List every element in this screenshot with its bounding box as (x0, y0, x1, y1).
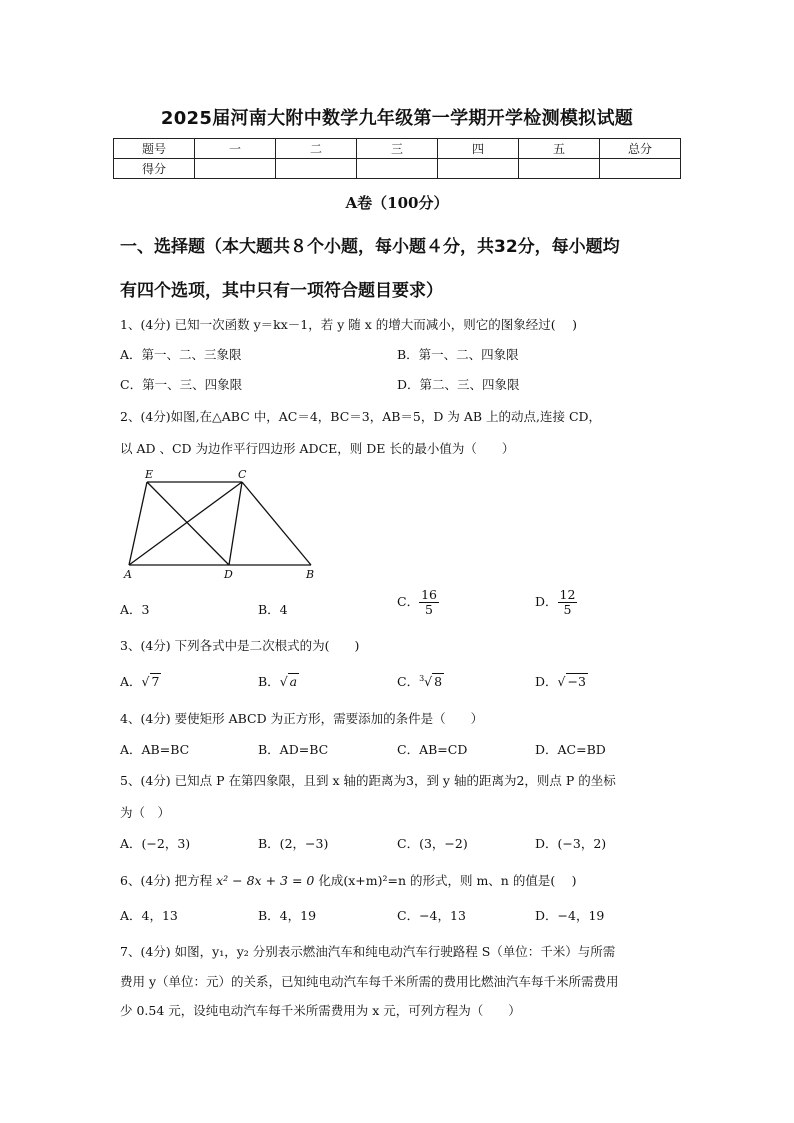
segment-ed (147, 482, 229, 565)
score-header-cell: 一 (195, 139, 276, 159)
q3-option-b-label: B． (258, 674, 280, 689)
q5-option-a[interactable]: A．(−2，3) (120, 836, 191, 851)
q2-option-c[interactable] (397, 588, 439, 617)
q2-option-d[interactable] (535, 588, 577, 617)
score-cell[interactable] (519, 159, 600, 179)
label-b: B (306, 568, 315, 581)
q2-option-a[interactable]: A．3 (120, 602, 150, 617)
label-d: D (224, 568, 233, 581)
question-6-text (120, 871, 690, 889)
question-2-line2: 以 AD 、CD 为边作平行四边形 ADCE，则 DE 长的最小值为（ ） (120, 441, 515, 456)
score-table (113, 138, 681, 179)
fraction-numerator: 16 (421, 587, 437, 602)
q1-option-b[interactable]: B．第一、二、四象限 (397, 347, 519, 362)
q1-option-a[interactable]: A．第一、二、三象限 (120, 347, 242, 362)
score-header-cell: 五 (519, 139, 600, 159)
score-header-cell: 题号 (114, 139, 195, 159)
q4-option-d[interactable]: D．AC=BD (535, 742, 606, 757)
q6-suffix: 化成(x+m)²=n 的形式，则 m、n 的值是( ) (318, 873, 577, 888)
sqrt-expression: √ 7 (141, 674, 160, 689)
q5-option-d[interactable]: D．(−3，2) (535, 836, 607, 851)
score-header-cell: 四 (438, 139, 519, 159)
label-c: C (238, 468, 247, 481)
q3-option-c-label: C． (397, 674, 420, 689)
q3-option-b[interactable] (258, 672, 299, 690)
q4-option-a[interactable]: A．AB=BC (120, 742, 190, 757)
question-1-text: 1、(4分) 已知一次函数 y＝kx－1，若 y 随 x 的增大而减小，则它的图象经过( ) (120, 317, 577, 332)
score-cell[interactable] (276, 159, 357, 179)
question-7-line3: 少 0.54 元，设纯电动汽车每千米所需费用为 x 元，可列方程为（ ） (120, 1003, 521, 1018)
score-header-cell: 总分 (600, 139, 681, 159)
q5-option-c[interactable]: C．(3，−2) (397, 836, 468, 851)
q2-option-b[interactable]: B．4 (258, 602, 288, 617)
fraction-numerator: 12 (559, 587, 576, 602)
q2-option-d-fraction (558, 588, 578, 617)
sqrt-expression: √ −3 (557, 674, 586, 689)
radicand: 8 (434, 674, 443, 689)
score-cell[interactable] (438, 159, 519, 179)
q3-option-a[interactable] (120, 672, 161, 690)
sqrt-expression: √ a (279, 674, 298, 689)
q6-option-a[interactable]: A．4，13 (120, 908, 178, 923)
q1-option-c[interactable]: C．第一、三、四象限 (120, 377, 243, 392)
q1-option-d[interactable]: D．第二、三、四象限 (397, 377, 520, 392)
segment-ac (129, 482, 242, 565)
score-row-label: 得分 (114, 159, 195, 179)
q2-option-c-fraction (419, 588, 439, 617)
q2-option-d-label: D． (535, 593, 558, 609)
q6-option-b[interactable]: B．4，19 (258, 908, 317, 923)
score-cell[interactable] (600, 159, 681, 179)
cube-root-expression: √ 8 (424, 674, 443, 689)
parallelogram-figure (118, 465, 328, 585)
score-table-header-row (114, 139, 681, 159)
q3-option-d-label: D． (535, 674, 558, 689)
q5-option-b[interactable]: B．(2，−3) (258, 836, 329, 851)
q3-option-d[interactable] (535, 672, 588, 690)
segment-ae (129, 482, 147, 565)
q3-option-c[interactable] (397, 672, 444, 690)
radicand: 7 (151, 674, 160, 689)
radicand: −3 (567, 674, 586, 689)
question-3-text: 3、(4分) 下列各式中是二次根式的为( ) (120, 638, 360, 653)
q3-option-a-label: A． (120, 674, 142, 689)
score-header-cell: 三 (357, 139, 438, 159)
q6-option-c[interactable]: C．−4，13 (397, 908, 466, 923)
score-cell[interactable] (195, 159, 276, 179)
score-table-score-row (114, 159, 681, 179)
root-index: 3 (419, 673, 425, 683)
fraction-denominator: 5 (563, 601, 572, 617)
label-e: E (145, 468, 154, 481)
score-header-cell: 二 (276, 139, 357, 159)
page-title: 2025届河南大附中数学九年级第一学期开学检测模拟试题 (160, 108, 634, 129)
question-7-line2: 费用 y（单位：元）的关系，已知纯电动汽车每千米所需的费用比燃油汽车每千米所需费用 (120, 974, 619, 989)
question-2-line1: 2、(4分)如图,在△ABC 中，AC＝4，BC＝3，AB＝5，D 为 AB 上的动点,连接 CD， (120, 409, 602, 424)
q6-equation: x² − 8x + 3 = 0 (216, 873, 315, 888)
fraction-denominator: 5 (425, 601, 433, 617)
question-5-line2: 为（ ） (120, 805, 171, 820)
q4-option-c[interactable]: C．AB=CD (397, 742, 468, 757)
volume-title: A卷（100分） (345, 194, 449, 212)
question-5-line1: 5、(4分) 已知点 P 在第四象限，且到 x 轴的距离为3，到 y 轴的距离为2，则点 P 的坐标 (120, 773, 616, 788)
score-cell[interactable] (357, 159, 438, 179)
q4-option-b[interactable]: B．AD=BC (258, 742, 329, 757)
segment-cb (242, 482, 311, 565)
section-heading-line1: 一、选择题（本大题共８个小题，每小题４分，共32分，每小题均 (120, 237, 620, 257)
question-4-text: 4、(4分) 要使矩形 ABCD 为正方形，需要添加的条件是（ ） (120, 711, 484, 726)
question-7-line1: 7、(4分) 如图，y₁，y₂ 分别表示燃油汽车和纯电动汽车行驶路程 S（单位：千米）与所需 (120, 944, 616, 959)
q2-option-c-label: C． (397, 593, 420, 609)
label-a: A (124, 568, 132, 581)
radicand: a (289, 674, 298, 689)
segment-cd (229, 482, 242, 565)
q6-option-d[interactable]: D．−4，19 (535, 908, 605, 923)
section-heading-line2: 有四个选项，其中只有一项符合题目要求） (120, 281, 443, 301)
q6-prefix: 6、(4分) 把方程 (120, 873, 213, 888)
